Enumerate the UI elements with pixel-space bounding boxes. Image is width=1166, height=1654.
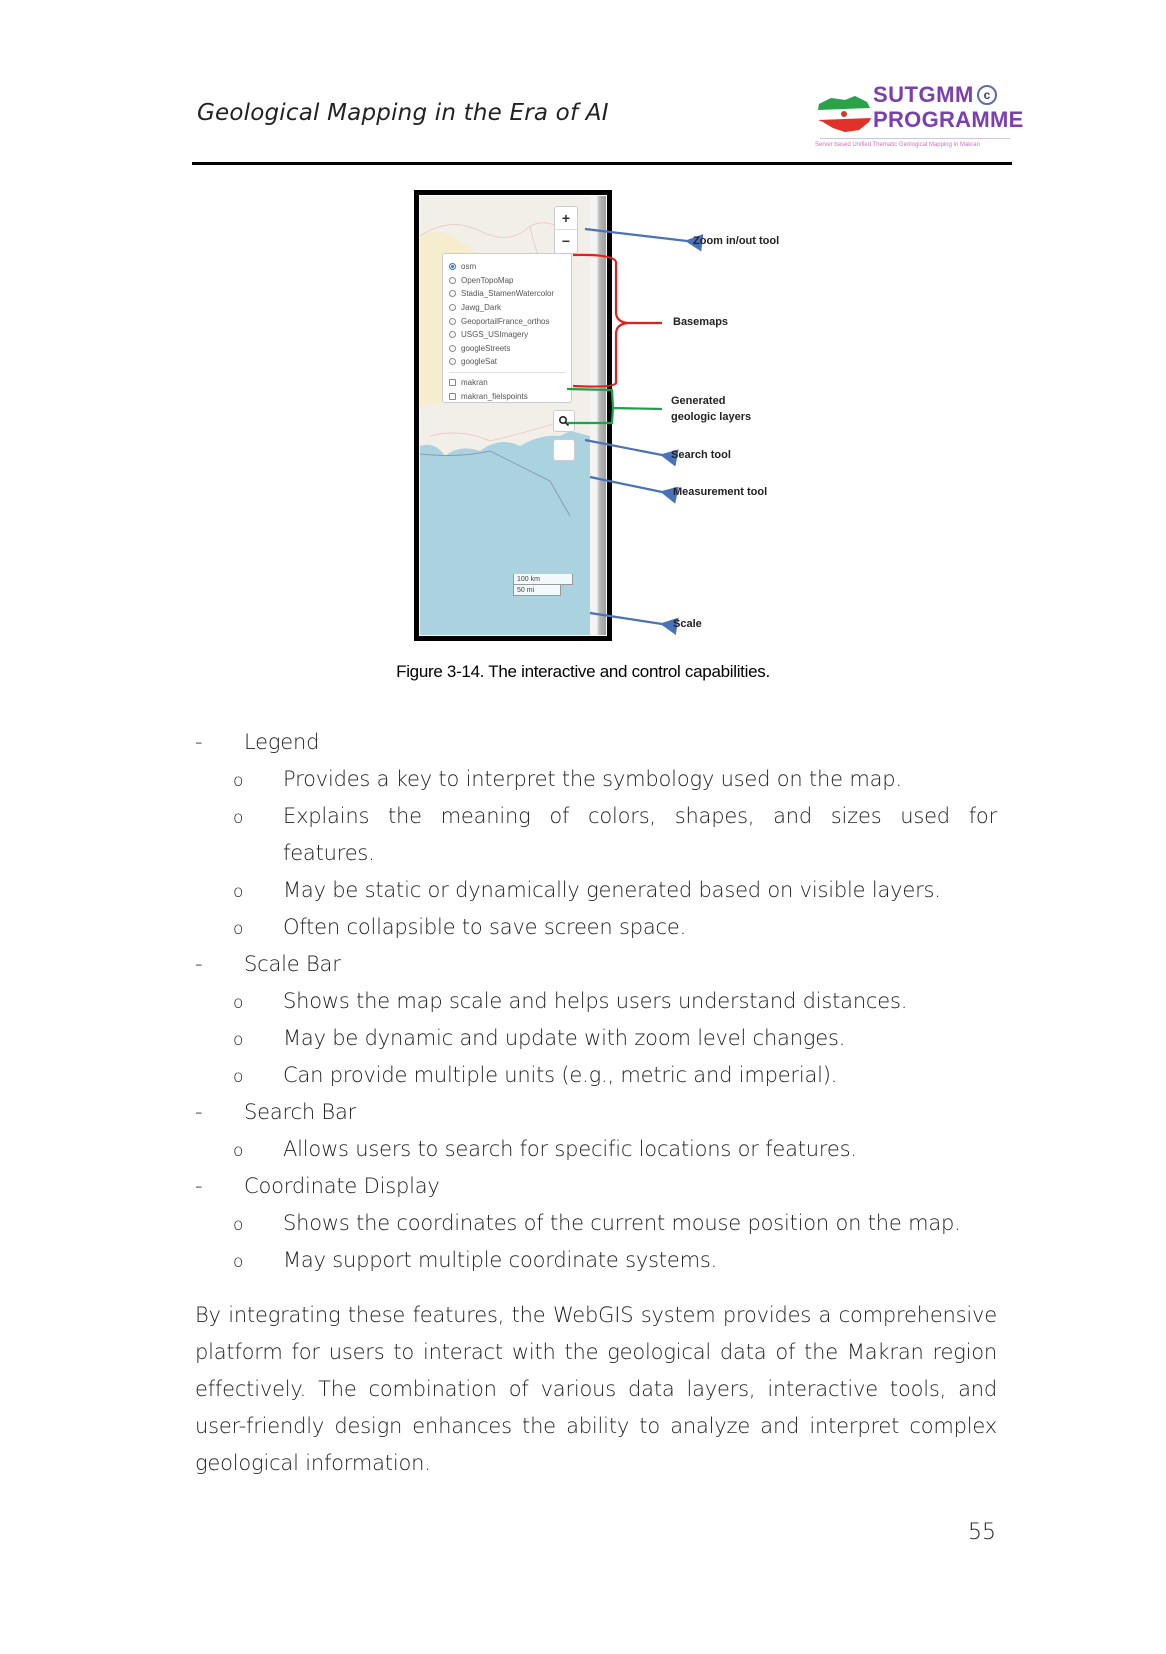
- list-dash: -: [195, 1174, 203, 1198]
- radio-selected[interactable]: [449, 263, 456, 270]
- basemap-option-usgs-imagery[interactable]: [449, 328, 566, 342]
- overlay-option-makran-fieldpoints[interactable]: [449, 389, 566, 403]
- list-dash: -: [195, 1100, 203, 1124]
- list-dash: -: [195, 952, 203, 976]
- radio[interactable]: [449, 290, 456, 297]
- annotation-basemaps: Basemaps: [673, 316, 729, 328]
- list-dash: -: [195, 730, 203, 754]
- list-item: Explains the meaning of colors, shapes, and sizes used for: [283, 804, 997, 828]
- annotation-zoom: Zoom in/out tool: [693, 235, 780, 247]
- list-item-continued: features.: [283, 841, 375, 865]
- basemap-label: OpenTopoMap: [461, 275, 514, 285]
- basemap-label: Jawg_Dark: [461, 303, 502, 313]
- overlay-label: makran: [461, 378, 488, 388]
- logo-line-2: PROGRAMME: [873, 107, 1024, 132]
- radio[interactable]: [449, 304, 456, 311]
- list-bullet: o: [233, 771, 244, 791]
- annotation-measurement: Measurement tool: [673, 486, 768, 498]
- zoom-out-button[interactable]: −: [555, 229, 577, 252]
- iran-map-flag-icon: [815, 94, 877, 134]
- checkbox[interactable]: [449, 393, 456, 400]
- basemap-label: Stadia_StamenWatercolor: [461, 289, 555, 299]
- map-scrollbar[interactable]: [590, 196, 606, 635]
- basemap-label: osm: [461, 262, 477, 272]
- list-bullet: o: [233, 993, 244, 1013]
- annotation-search: Search tool: [671, 449, 731, 461]
- search-icon: [558, 415, 570, 427]
- radio[interactable]: [449, 345, 456, 352]
- list-item: Shows the map scale and helps users understand distances.: [283, 989, 908, 1013]
- list-item: May be dynamic and update with zoom level changes.: [283, 1026, 846, 1050]
- list-bullet: o: [233, 808, 244, 828]
- overlay-option-makran[interactable]: [449, 376, 566, 390]
- basemap-option-geoportail-orthos[interactable]: [449, 314, 566, 328]
- list-bullet: o: [233, 1030, 244, 1050]
- list-heading-coordinate-display: Coordinate Display: [244, 1174, 440, 1198]
- radio[interactable]: [449, 277, 456, 284]
- list-heading-legend: Legend: [244, 730, 320, 754]
- basemap-option-google-streets[interactable]: [449, 342, 566, 356]
- scale-bar-mi: 50 mi: [513, 585, 561, 596]
- scale-bar-km: 100 km: [513, 574, 573, 585]
- zoom-in-button[interactable]: +: [561, 210, 571, 226]
- overlay-label: makran_fielspoints: [461, 391, 528, 401]
- map-figure: [414, 190, 612, 641]
- list-item: Can provide multiple units (e.g., metric and imperial).: [283, 1063, 838, 1087]
- radio[interactable]: [449, 358, 456, 365]
- list-bullet: o: [233, 1252, 244, 1272]
- annotation-scale: Scale: [673, 618, 702, 630]
- figure-caption: Figure 3-14. The interactive and control capabilities.: [396, 662, 770, 681]
- list-bullet: o: [233, 1067, 244, 1087]
- basemap-option-opentopomap[interactable]: [449, 274, 566, 288]
- basemap-label: USGS_USImagery: [461, 330, 529, 340]
- list-item: Provides a key to interpret the symbology used on the map.: [283, 767, 902, 791]
- layer-switcher: [442, 253, 572, 403]
- list-bullet: o: [233, 882, 244, 902]
- list-item: Allows users to search for specific locations or features.: [283, 1137, 857, 1161]
- list-item: Shows the coordinates of the current mouse position on the map.: [283, 1211, 961, 1235]
- basemap-label: googleStreets: [461, 343, 511, 353]
- logo-line-1: SUTGMM: [873, 82, 974, 107]
- summary-paragraph: By integrating these features, the WebGIS system provides a comprehensive platform for users to interact with the geological data of the Makran region effectively. The combination of various data layers, interactive tools, and user-friendly design enhances the ability to analyze and interpret complex geological information.: [195, 1303, 997, 1475]
- list-item: Often collapsible to save screen space.: [283, 915, 687, 939]
- header-rule: [192, 162, 1012, 165]
- basemap-option-jawg-dark[interactable]: [449, 301, 566, 315]
- list-heading-search-bar: Search Bar: [244, 1100, 357, 1124]
- logo-tagline: Server based Unified Thematic Geological Mapping in Makran: [815, 142, 980, 148]
- basemap-label: googleSat: [461, 357, 498, 367]
- basemap-option-stadia-watercolor[interactable]: [449, 287, 566, 301]
- checkbox[interactable]: [449, 379, 456, 386]
- search-button[interactable]: [553, 410, 575, 432]
- radio[interactable]: [449, 318, 456, 325]
- logo-emblem-icon: c: [977, 85, 997, 105]
- basemap-label: GeoportailFrance_orthos: [461, 316, 550, 326]
- measurement-button[interactable]: [553, 439, 575, 461]
- basemap-option-osm[interactable]: [449, 260, 566, 274]
- zoom-control: [554, 206, 578, 254]
- radio[interactable]: [449, 331, 456, 338]
- map-view[interactable]: [419, 195, 607, 636]
- list-bullet: o: [233, 1141, 244, 1161]
- list-bullet: o: [233, 919, 244, 939]
- annotation-generated-line2: geologic layers: [671, 411, 752, 423]
- list-heading-scale-bar: Scale Bar: [244, 952, 341, 976]
- list-item: May support multiple coordinate systems.: [283, 1248, 718, 1272]
- sutgmm-logo: [815, 82, 1024, 154]
- layer-divider: [449, 372, 566, 373]
- running-header-title: Geological Mapping in the Era of AI: [197, 100, 609, 126]
- list-item: May be static or dynamically generated based on visible layers.: [283, 878, 941, 902]
- list-bullet: o: [233, 1215, 244, 1235]
- basemap-option-google-sat[interactable]: [449, 355, 566, 369]
- page-number: 55: [968, 1520, 996, 1545]
- annotation-generated-line1: Generated: [671, 395, 726, 407]
- logo-divider: [820, 138, 1010, 139]
